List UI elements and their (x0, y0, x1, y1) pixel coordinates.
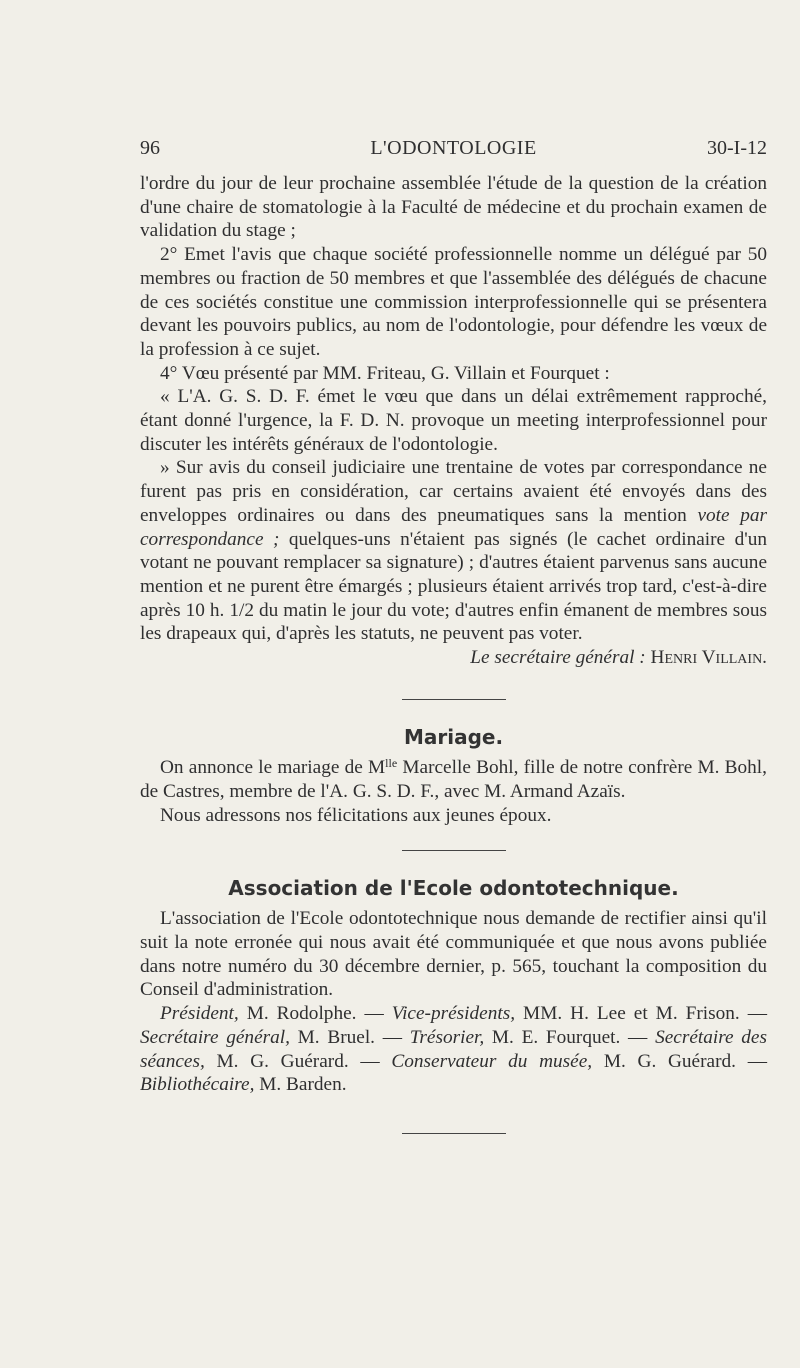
mariage-paragraph (140, 756, 767, 803)
continued-paragraph: l'ordre du jour de leur prochaine assemblée l'étude de la question de la création d'une chaire de stomatologie à la Faculté de médecine et du prochain examen de validation du stage ; (140, 173, 767, 242)
page-header (140, 137, 767, 167)
running-title: L'ODONTOLOGIE (370, 137, 537, 159)
role-vice-presidents: Vice-présidents, (391, 1003, 516, 1025)
signature-role: Le secrétaire général : (470, 647, 646, 669)
votes-text-1: » Sur avis du conseil judiciaire une trentaine de votes par correspondance ne furent pas pris en considération, car certains avaient été envoyés dans des enveloppes ordinaires ou dans des pneumatiques sans la mention (140, 457, 767, 526)
association-paragraph: L'association de l'Ecole odontotechnique nous demande de rectifier ainsi qu'il suit la note erronée qui nous avait été communiquée et que nous avons publiée dans notre numéro du 30 décembre dernier, p. 565, touchant la composition du Conseil d'administration. (140, 908, 767, 1001)
mariage-superscript: lle (385, 756, 398, 771)
mariage-text-1: On annonce le mariage de M (160, 757, 386, 779)
role-treasurer: Trésorier, (409, 1026, 485, 1048)
votes-paragraph (140, 456, 767, 646)
association-roster (140, 1002, 767, 1097)
role-secretary-general: Secrétaire général, (140, 1026, 290, 1048)
issue-date: 30-I-12 (707, 137, 767, 159)
resolution-4: 4° Vœu présenté par MM. Friteau, G. Villain et Fourquet : (160, 362, 610, 384)
mariage-text-2: Marcelle Bohl, fille de notre confrère M. Bohl, de Castres, membre de l'A. G. S. D. F., avec M. Armand Azaïs. (140, 757, 767, 803)
signature-name: Henri Villain. (650, 647, 767, 669)
name-president: M. Rodolphe. — (238, 1003, 392, 1025)
section-divider (402, 850, 506, 851)
votes-text-2: quelques-uns n'étaient pas signés (le cachet ordinaire d'un votant ne pouvant remplacer sa signature) ; d'autres étaient parvenus sans aucune mention et ne purent être émargés ; plusieurs étaient arrivés trop tard, c'est-à-dire après 10 h. 1/2 du matin le jour du vote; d'autres enfin émanent de membres sous les drapeaux qui, d'après les statuts, ne peuvent pas voter. (140, 528, 767, 645)
page-body (140, 172, 767, 1134)
name-session-secretary: M. G. Guérard. — (204, 1050, 392, 1072)
name-secretary-general: M. Bruel. — (289, 1026, 410, 1048)
section-divider (402, 699, 506, 700)
resolution-quote: « L'A. G. S. D. F. émet le vœu que dans un délai extrêmement rapproché, étant donné l'urgence, la F. D. N. provoque un meeting interprofessionnel pour discuter les intérêts généraux de l'odontologie. (140, 386, 767, 455)
name-treasurer: M. E. Fourquet. — (484, 1026, 656, 1048)
role-librarian: Bibliothécaire, (140, 1074, 255, 1096)
name-vice-presidents: MM. H. Lee et M. Frison. — (515, 1003, 768, 1025)
section-divider (402, 1133, 506, 1134)
votes-text-italic: vote par correspondance ; (140, 504, 768, 550)
section-title-mariage: Mariage. (403, 724, 504, 749)
signature (140, 646, 767, 670)
name-librarian: M. Barden. (254, 1074, 347, 1096)
page-number: 96 (140, 137, 160, 159)
section-title-association: Association de l'Ecole odontotechnique. (228, 875, 679, 900)
role-president: Président, (160, 1003, 239, 1025)
mariage-congrats: Nous adressons nos félicitations aux jeunes époux. (160, 804, 552, 826)
role-session-secretary: Secrétaire des séances, (140, 1026, 767, 1072)
resolution-2: 2° Emet l'avis que chaque société professionnelle nomme un délégué par 50 membres ou fraction de 50 membres et que l'assemblée des délégués de chacune de ces sociétés constitue une commission interprofessionnelle qui se présentera devant les pouvoirs publics, au nom de l'odontologie, pour défendre les vœux de la profession à ce sujet. (140, 244, 767, 360)
name-museum-curator: M. G. Guérard. — (592, 1050, 767, 1072)
role-museum-curator: Conservateur du musée, (391, 1050, 593, 1072)
